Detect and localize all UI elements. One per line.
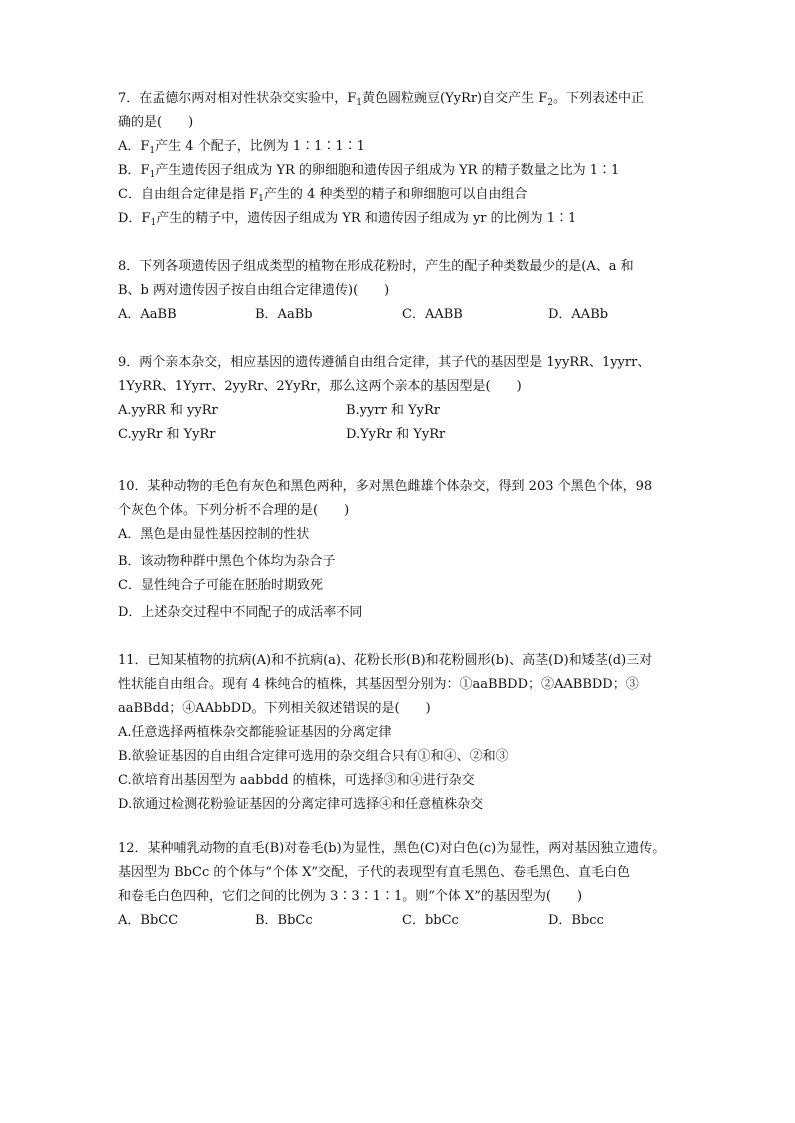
q12-option-b: B．BbCc <box>255 913 313 928</box>
q7-subscript: 2 <box>547 98 553 108</box>
q8-stem-line-1: 8．下列各项遗传因子组成类型的植物在形成花粉时，产生的配子种类数最少的是(A、a 和 <box>118 259 634 274</box>
q7-option-a <box>118 138 365 156</box>
q12-stem-line-2: 基因型为 BbCc 的个体与“个体 X”交配，子代的表现型有直毛黑色、卷毛黑色、直毛白色 <box>118 865 631 880</box>
q7-stem-line-2: 确的是( ) <box>118 115 194 130</box>
subscript: 1 <box>150 218 157 228</box>
q7-subscript: 1 <box>356 98 363 108</box>
q11-option-c: C.欲培育出基因型为 aabbdd 的植株，可选择③和④进行杂交 <box>118 773 475 788</box>
q7-stem-text: 。下列表述中正 <box>553 91 645 106</box>
q9-stem-line-2: 1YyRR、1Yyrr、2yyRr、2YyRr，那么这两个亲本的基因型是( ) <box>118 379 522 394</box>
q8-option-c: C．AABB <box>402 307 463 322</box>
q11-stem-line-2: 性状能自由组合。现有 4 株纯合的植株，其基因型分别为：①aaBBDD；②AABBDD；③ <box>118 677 639 692</box>
option-text: 产生的精子中，遗传因子组成为 YR 和遗传因子组成为 yr 的比例为 1∶1 <box>156 211 577 226</box>
option-text: B．F <box>118 163 150 178</box>
q7-option-c <box>118 186 527 204</box>
q12-option-d: D．Bbcc <box>548 913 604 928</box>
q9-option-b: B.yyrr 和 YyRr <box>346 403 440 418</box>
q8-option-b: B．AaBb <box>255 307 313 322</box>
q7-option-b <box>118 162 619 180</box>
q10-option-c: C．显性纯合子可能在胚胎时期致死 <box>118 578 323 593</box>
option-text: 产生 4 个配子，比例为 1∶1∶1∶1 <box>155 139 365 154</box>
q10-option-a: A．黑色是由显性基因控制的性状 <box>118 527 310 542</box>
q8-option-a: A．AaBB <box>118 307 177 322</box>
q7-stem-text: 7．在孟德尔两对相对性状杂交实验中，F <box>118 91 357 106</box>
q11-stem-line-1: 11．已知某植物的抗病(A)和不抗病(a)、花粉长形(B)和花粉圆形(b)、高茎(D)和矮茎(d)三对 <box>118 653 653 668</box>
q11-option-a: A.任意选择两植株杂交都能验证基因的分离定律 <box>118 725 392 740</box>
q11-option-d: D.欲通过检测花粉验证基因的分离定律可选择④和任意植株杂交 <box>118 797 484 812</box>
q7-stem-line-1 <box>118 90 644 108</box>
q9-stem-line-1: 9．两个亲本杂交，相应基因的遗传遵循自由组合定律，其子代的基因型是 1yyRR、1yyrr、 <box>118 355 651 370</box>
q12-stem-line-3: 和卷毛白色四种，它们之间的比例为 3∶3∶1∶1。则“个体 X”的基因型为( ) <box>118 889 583 904</box>
subscript: 1 <box>258 194 264 204</box>
q11-stem-line-3: aaBBdd；④AAbbDD。下列相关叙述错误的是( ) <box>118 701 431 716</box>
option-text: 产生遗传因子组成为 YR 的卵细胞和遗传因子组成为 YR 的精子数量之比为 1∶1 <box>155 163 620 178</box>
option-text: C．自由组合定律是指 F <box>118 187 259 202</box>
q8-stem-line-2: B、b 两对遗传因子按自由组合定律遗传)( ) <box>118 283 390 298</box>
q10-option-d: D．上述杂交过程中不同配子的成活率不同 <box>118 605 363 620</box>
option-text: A．F <box>118 139 150 154</box>
q12-option-c: C．bbCc <box>402 913 459 928</box>
subscript: 1 <box>149 146 156 156</box>
q7-option-d <box>118 210 576 228</box>
q12-option-a: A．BbCC <box>118 913 179 928</box>
q9-option-d: D.YyRr 和 YyRr <box>346 427 446 442</box>
q9-option-a: A.yyRR 和 yyRr <box>118 403 218 418</box>
q9-option-c: C.yyRr 和 YyRr <box>118 427 216 442</box>
q10-stem-line-2: 个灰色个体。下列分析不合理的是( ) <box>118 503 350 518</box>
q8-option-d: D．AABb <box>548 307 609 322</box>
q11-option-b: B.欲验证基因的自由组合定律可选用的杂交组合只有①和④、②和③ <box>118 749 509 764</box>
subscript: 1 <box>149 170 156 180</box>
q12-stem-line-1: 12．某种哺乳动物的直毛(B)对卷毛(b)为显性，黑色(C)对白色(c)为显性，两对基因独立遗传。 <box>118 841 666 856</box>
q10-option-b: B．该动物种群中黑色个体均为杂合子 <box>118 554 336 569</box>
option-text: 产生的 4 种类型的精子和卵细胞可以自由组合 <box>263 187 528 202</box>
q7-stem-text: 黄色圆粒豌豆(YyRr)自交产生 F <box>362 91 548 106</box>
q10-stem-line-1: 10．某种动物的毛色有灰色和黑色两种，多对黑色雌雄个体杂交，得到 203 个黑色个体，98 <box>118 479 653 494</box>
option-text: D．F <box>118 211 151 226</box>
